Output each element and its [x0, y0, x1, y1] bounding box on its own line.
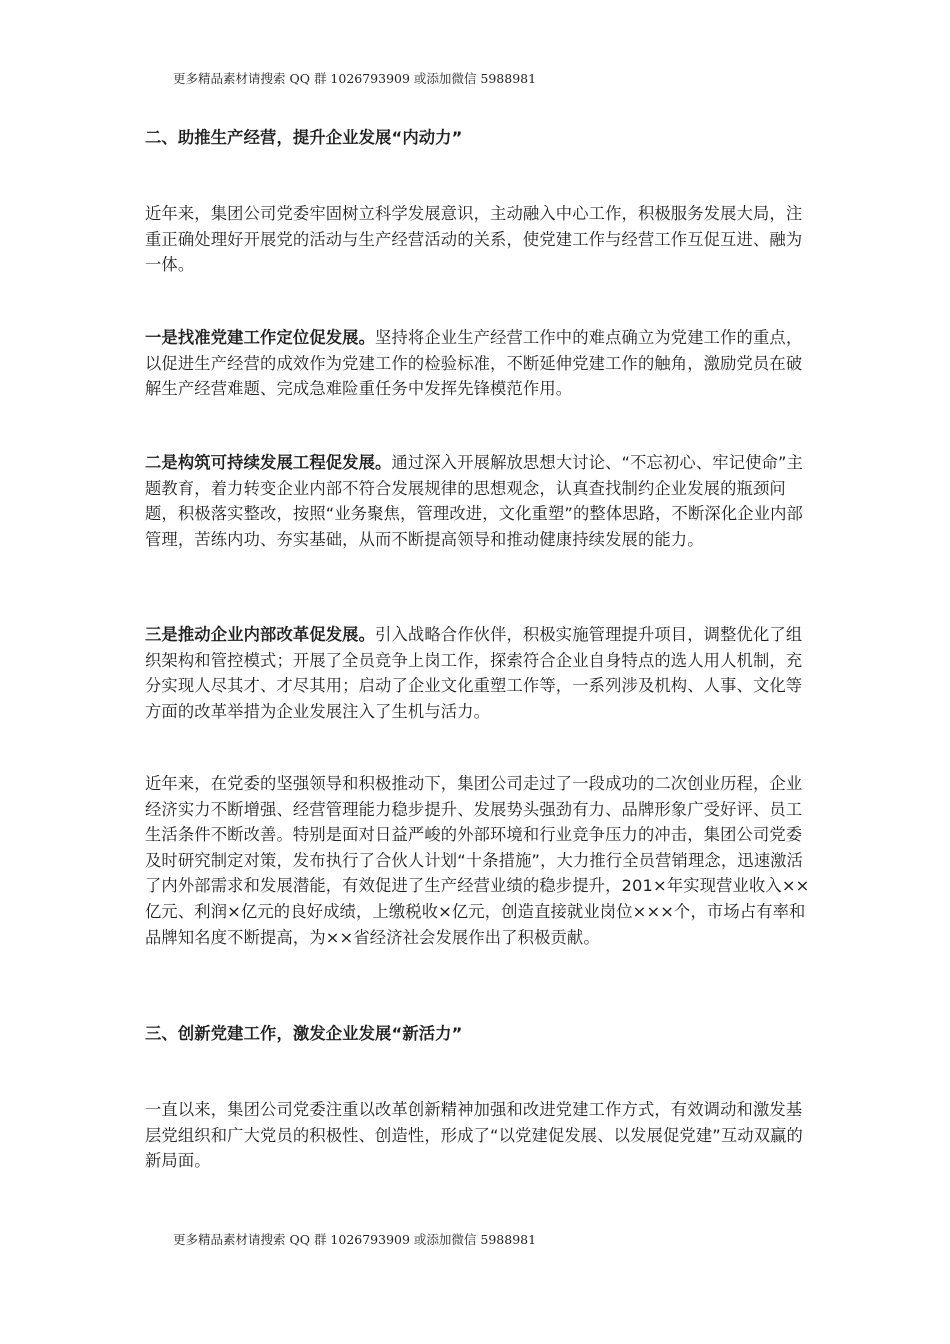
section-2-intro: 近年来，集团公司党委牢固树立科学发展意识，主动融入中心工作，积极服务发展大局，注重正确处理好开展党的活动与生产经营活动的关系，使党建工作与经营工作互促互进、融为一体。 [145, 204, 803, 275]
item-2-lead: 二是构筑可持续发展工程促发展。 [145, 453, 392, 472]
section-3-intro: 一直以来，集团公司党委注重以改革创新精神加强和改进党建工作方式，有效调动和激发基层党组织和广大党员的积极性、创造性，形成了“以党建促发展、以发展促党建”互动双赢的新局面。 [145, 1100, 803, 1171]
header-note: 更多精品素材请搜索 QQ 群 1026793909 或添加微信 5988981 [173, 71, 537, 86]
section-2-item-2 [145, 450, 810, 552]
item-2-body: 通过深入开展解放思想大讨论、“不忘初心、牢记使命”主题教育，着力转变企业内部不符合发展规律的思想观念，认真查找制约企业发展的瓶颈问题，积极落实整改，按照“业务聚焦，管理改进，文化重塑”的整体思路，不断深化企业内部管理，苦练内功、夯实基础，从而不断提高领导和推动健康持续发展的能力。 [145, 453, 804, 549]
section-heading-2: 二、助推生产经营，提升企业发展“内动力” [145, 128, 463, 147]
section-2-item-3 [145, 622, 810, 724]
section-2-item-1 [145, 325, 810, 402]
section-2-summary: 近年来，在党委的坚强领导和积极推动下，集团公司走过了一段成功的二次创业历程，企业经济实力不断增强、经营管理能力稳步提升、发展势头强劲有力、品牌形象广受好评、员工生活条件不断改善。特别是面对日益严峻的外部环境和行业竞争压力的冲击，集团公司党委及时研究制定对策，发布执行了合伙人计划“十条措施”，大力推行全员营销理念，迅速激活了内外部需求和发展潜能，有效促进了生产经营业绩的稳步提升，201×年实现营业收入××亿元、利润×亿元的良好成绩，上缴税收×亿元，创造直接就业岗位×××个，市场占有率和品牌知名度不断提高，为××省经济社会发展作出了积极贡献。 [145, 774, 810, 947]
footer-note: 更多精品素材请搜索 QQ 群 1026793909 或添加微信 5988981 [173, 1232, 537, 1247]
item-3-body: 引入战略合作伙伴，积极实施管理提升项目，调整优化了组织架构和管控模式；开展了全员竞争上岗工作，探索符合企业自身特点的选人用人机制，充分实现人尽其才、才尽其用；启动了企业文化重塑工作等，一系列涉及机构、人事、文化等方面的改革举措为企业发展注入了生机与活力。 [145, 625, 803, 721]
item-1-body: 坚持将企业生产经营工作中的难点确立为党建工作的重点，以促进生产经营的成效作为党建工作的检验标准，不断延伸党建工作的触角，激励党员在破解生产经营难题、完成急难险重任务中发挥先锋模范作用。 [145, 328, 803, 399]
section-heading-3: 三、创新党建工作，激发企业发展“新活力” [145, 1024, 463, 1043]
item-3-lead: 三是推动企业内部改革促发展。 [145, 625, 376, 644]
item-1-lead: 一是找准党建工作定位促发展。 [145, 328, 376, 347]
